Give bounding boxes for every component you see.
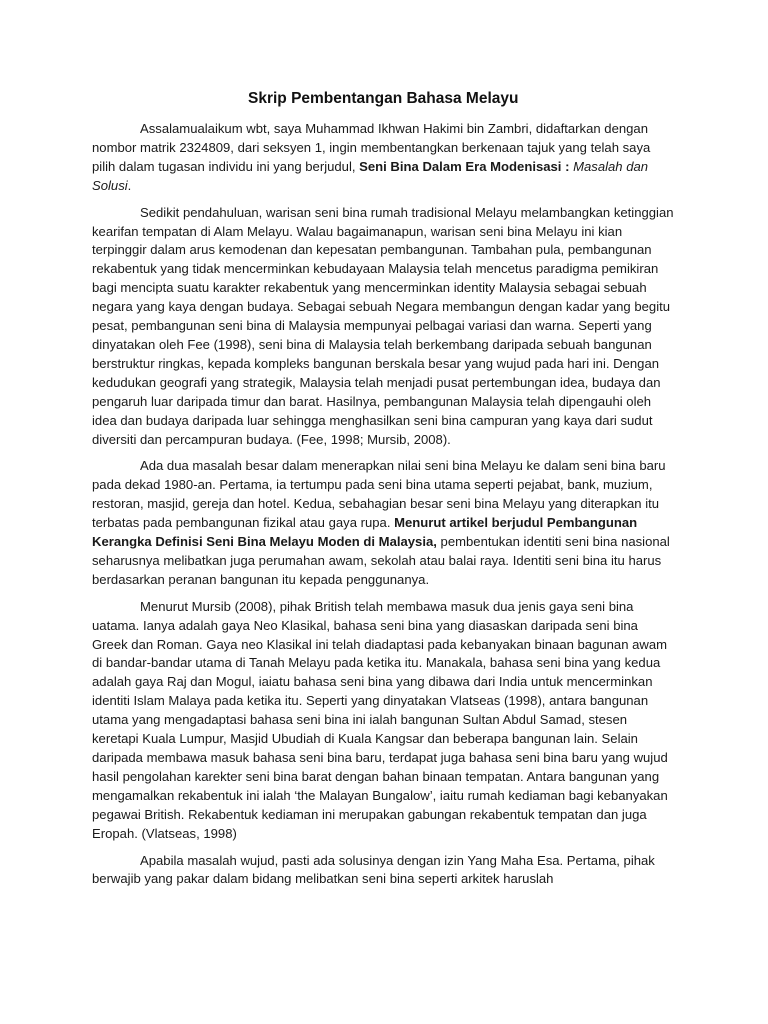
problems-bold-article: Menurut artikel berjudul Pembangunan Kerangka Definisi Seni Bina Melayu Moden di Malaysia, (92, 515, 638, 550)
intro-end: . (127, 177, 132, 193)
intro-italic-title: Masalah dan Solusi (92, 158, 649, 193)
paragraph-background: Sedikit pendahuluan, warisan seni bina rumah tradisional Melayu melambangkan ketinggian kearifan tempatan di Alam Melayu. Walau bagaimanapun, warisan seni bina Melayu ini kian terpinggir dalam arus kemodenan dan kepesatan pembangunan. Tambahan pula, pembangunan rekabentuk yang tidak mencerminkan kebudayaan Malaysia telah mencetus paradigma pemikiran bagi mencipta suatu karakter rekabentuk yang mencerminkan identity Malaysia sebagai sebuah negara yang kaya dengan budaya. Sebagai sebuah Negara membangun dengan kadar yang begitu pesat, pembangunan seni bina di Malaysia mempunyai pelbagai variasi dan warna. Seperti yang dinyatakan oleh Fee (1998), seni bina di Malaysia telah berkembang daripada sebuah bangunan berstruktur ringkas, kepada kompleks bangunan berskala besar yang wujud pada hari ini. Dengan kedudukan geografi yang strategik, Malaysia telah menjadi pusat pertembungan idea, budaya dan pengaruh luar daripada timur dan barat. Hasilnya, pembangunan Malaysia telah dipengauhi oleh idea dan budaya daripada luar sehingga menghasilkan seni bina campuran yang kaya dari sudut diversiti dan percampuran budaya. (Fee, 1998; Mursib, 2008). (92, 204, 674, 447)
page-title: Skrip Pembentangan Bahasa Melayu (248, 90, 519, 107)
paragraph-british-styles: Menurut Mursib (2008), pihak British telah membawa masuk dua jenis gaya seni bina uatama. Ianya adalah gaya Neo Klasikal, bahasa seni bina yang diasaskan daripada seni bina Greek dan Roman. Gaya neo Klasikal ini telah diadaptasi pada kebanyakan binaan bagunan awam di bandar-bandar utama di Tanah Melayu pada ketika itu. Manakala, bahasa seni bina yang kedua adalah gaya Raj dan Mogul, iaiatu bahasa seni bina yang dibawa dari India untuk mencerminkan identiti Islam Malaya pada ketika itu. Seperti yang dinyatakan Vlatseas (1998), antara bangunan utama yang mengadaptasi bahasa seni bina ini ialah bangunan Sultan Abdul Samad, stesen keretapi Kuala Lumpur, Masjid Ubudiah di Kuala Kangsar dan beberapa bangunan lain. Selain daripada membawa masuk bahasa seni bina baru, terdapat juga bahasa seni bina baru yang wujud hasil pengolahan karekter seni bina barat dengan bahan binaan tempatan. Antara bangunan yang mengamalkan rekabentuk ini ialah ‘the Malayan Bungalow’, iaitu rumah kediaman bagi kebanyakan pegawai British. Rekabentuk kediaman ini merupakan gabungan rekabentuk tempatan dan juga Eropah. (Vlatseas, 1998) (92, 598, 668, 841)
intro-bold-title: Seni Bina Dalam Era Modenisasi : (359, 158, 574, 174)
problems-text: Ada dua masalah besar dalam menerapkan nilai seni bina Melayu ke dalam seni bina baru pada dekad 1980-an. Pertama, ia tertumpu pada seni bina utama seperti pejabat, bank, muzium, restoran, masjid, gereja dan hotel. Kedua, sebahagian besar seni bina Melayu yang diterapkan itu terbatas pada pembangunan fizikal atau gaya rupa. (92, 458, 666, 531)
paragraph-solutions: Apabila masalah wujud, pasti ada solusinya dengan izin Yang Maha Esa. Pertama, pihak berwajib yang pakar dalam bidang melibatkan seni bina seperti arkitek haruslah (92, 852, 655, 887)
intro-text: Assalamualaikum wbt, saya Muhammad Ikhwan Hakimi bin Zambri, didaftarkan dengan nombor matrik 2324809, dari seksyen 1, ingin membentangkan berkenaan tajuk yang telah saya pilih dalam tugasan individu ini yang berjudul, (92, 121, 651, 174)
paragraph-intro (92, 120, 676, 196)
paragraph-problems (92, 457, 676, 589)
problems-end: pembentukan identiti seni bina nasional seharusnya melibatkan juga perumahan awam, sekolah atau balai raya. Identiti seni bina itu harus berdasarkan peranan bangunan itu kepada penggunanya. (92, 534, 670, 587)
